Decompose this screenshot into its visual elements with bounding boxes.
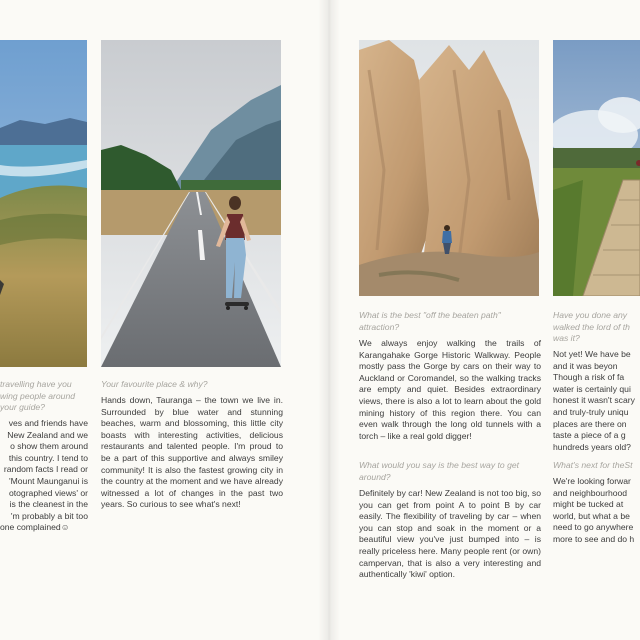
col2-answer: Hands down, Tauranga – the town we live in. Surrounded by blue water and stunning beaches, warm and blossoming, this little city boasts with interesting activities, delicious restaurants and talented people. I'm proud to be a part of this supportive and always smiley community! It is also the fastest growing city in the country at the moment and we have already witnessed a lot of changes in the past two years. So curious to see what's next! [101,395,283,510]
col1-question: travelling have you wing people around your guide? [0,379,76,413]
photo-coastal-hillside [0,40,87,367]
col4-question-2: What's next for theSt [553,460,633,470]
col3-question-1: What is the best "off the beaten path" attraction? [359,310,501,332]
col4-answer-1: Not yet! We have be and it was beyon Though a risk of fa water is certainly qui honest it wasn't scary and truly-truly uniqu places are there on taste a piece of a g hundreds years old? [553,349,635,452]
col3-question-2: What would you say is the best way to get around? [359,460,520,482]
col4-answer-2: We're looking forwar and neighbourhood might be tucked at world, but what a be need to go anywhere more to see and do h [553,476,635,544]
col3-answer-2: Definitely by car! New Zealand is not too big, so you can get from point A to point B by car easily. The flexibility of traveling by car – when you can stop and soak in the moment or a beautiful view you've just bumped into – is really priceless here. Many people rent (or own) campervan, that is also a very interesting and authentically 'kiwi' option. [359,488,541,580]
photo-clay-cliffs [359,40,539,296]
photo-boardwalk-geothermal [553,40,640,296]
col2-question: Your favourite place & why? [101,379,208,389]
col1-answer: ves and friends have New Zealand and we o show them around this country. I tend to random facts I read or 'Mount Maunganui is otographed views' or is the cleanest in the 'm probably a bit too one complained☺ [0,418,88,533]
page-gutter-shadow [318,0,340,640]
col3-answer-1: We always enjoy walking the trails of Karangahake Gorge Historic Walkway. People mostly pass the Gorge by cars on their way to Auckland or Coromandel, so the walking tracks are empty and quiet. Besides extraordinary views, there is also a lot to learn about the gold mining history of this region there. You can even walk through the long old tunnels with a torch – like a real gold digger! [359,338,541,441]
photo-road-skateboarder [101,40,281,367]
col4-question-1: Have you done any walked the lord of th was it? [553,310,630,344]
